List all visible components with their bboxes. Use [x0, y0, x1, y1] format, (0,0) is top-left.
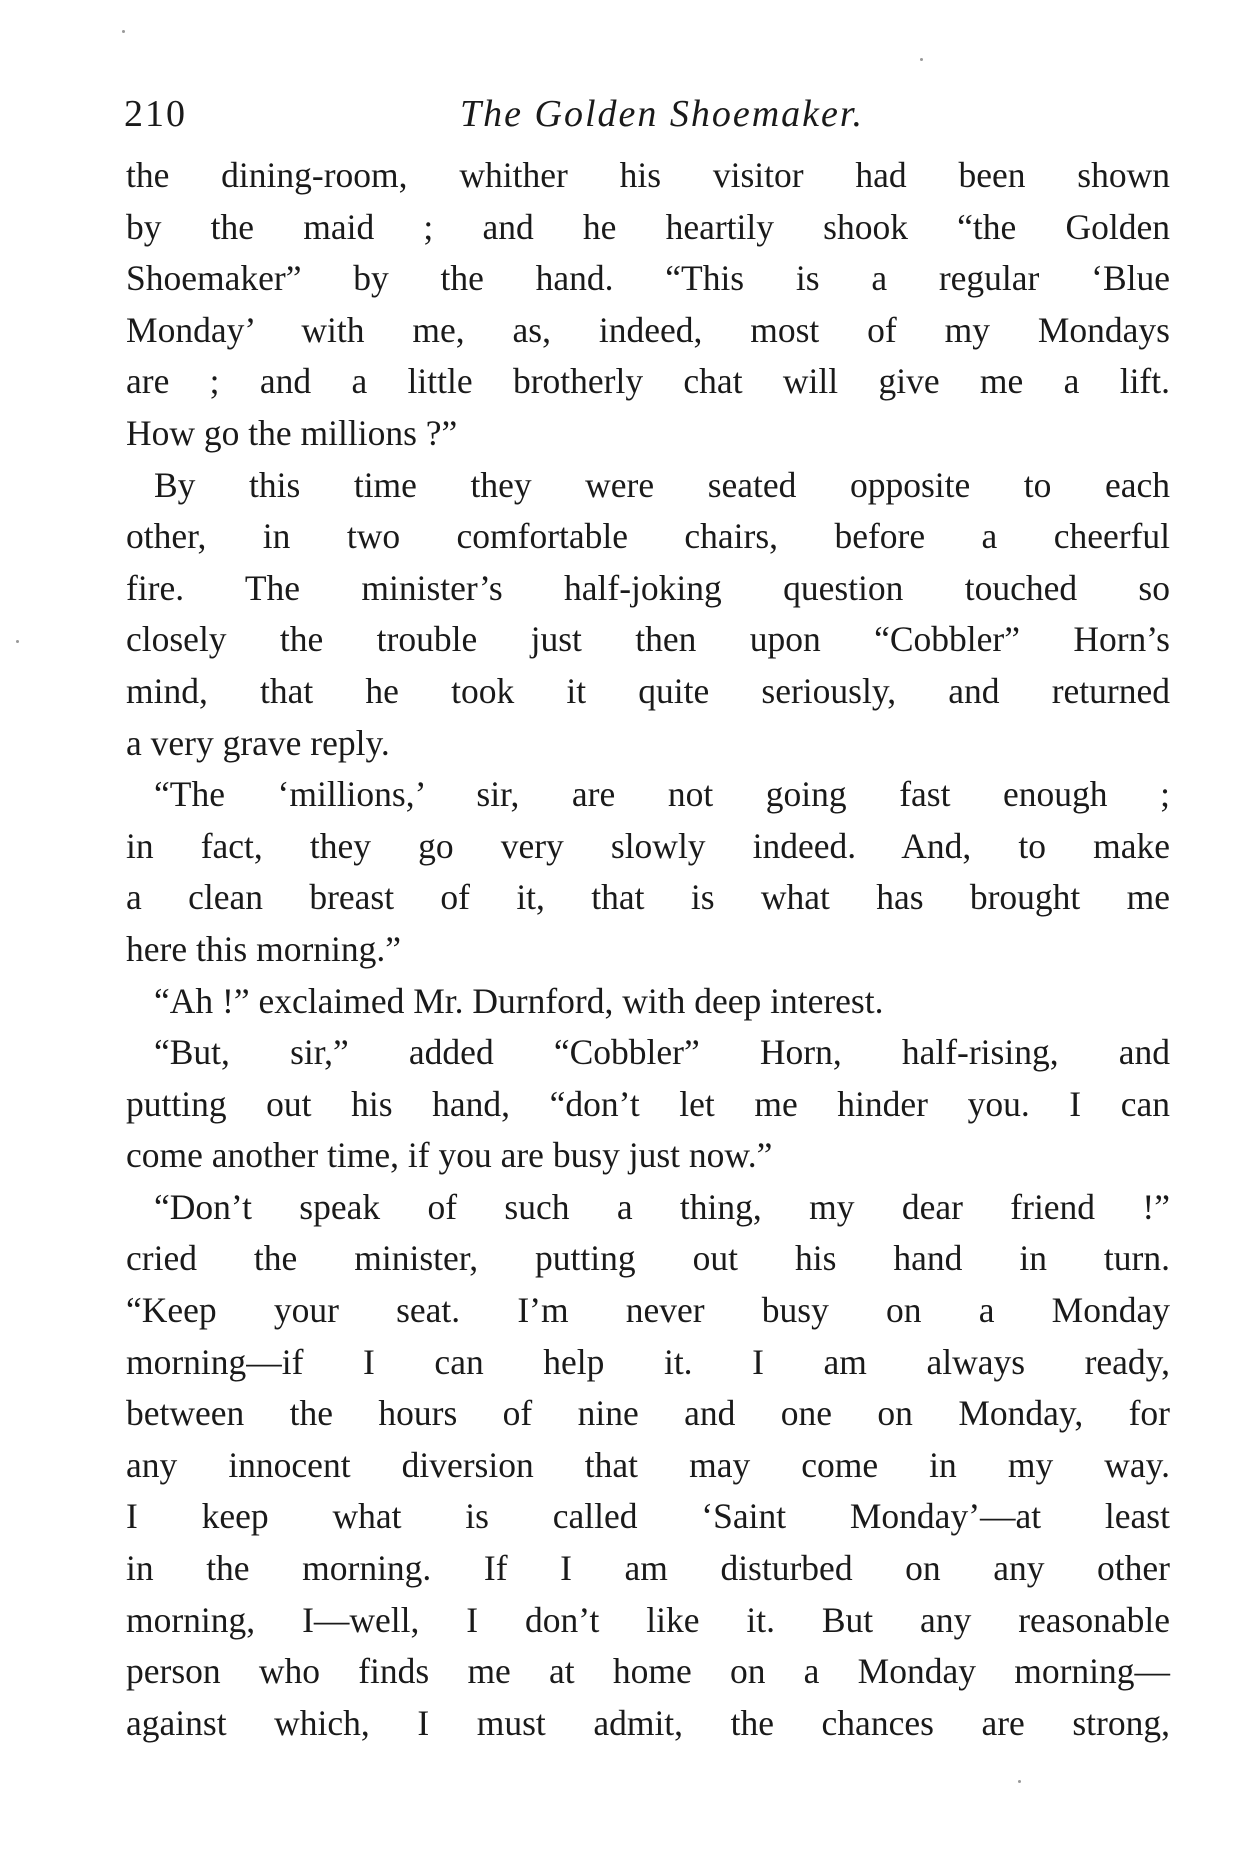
text-line: any innocent diversion that may come in my way.	[126, 1444, 1170, 1485]
text-line: in fact, they go very slowly indeed. And, to make	[126, 825, 1170, 866]
text-line: cried the minister, putting out his hand in turn.	[126, 1238, 1170, 1279]
text-line: against which, I must admit, the chances are strong,	[126, 1702, 1170, 1743]
text-line: between the hours of nine and one on Monday, for	[126, 1393, 1170, 1434]
text-line: “Keep your seat. I’m never busy on a Monday	[126, 1290, 1170, 1331]
text-line: How go the millions ?”	[126, 412, 458, 453]
text-line: mind, that he took it quite seriously, and returned	[126, 670, 1170, 711]
text-line: by the maid ; and he heartily shook “the Golden	[126, 206, 1170, 247]
running-head	[124, 84, 1164, 144]
text-line: other, in two comfortable chairs, before a cheerful	[126, 516, 1170, 557]
text-line: are ; and a little brotherly chat will give me a lift.	[126, 361, 1170, 402]
paper-speck	[920, 58, 923, 61]
text-line: I keep what is called ‘Saint Monday’—at least	[126, 1496, 1170, 1537]
text-line: here this morning.”	[126, 928, 402, 969]
text-line: morning, I—well, I don’t like it. But any reasonable	[126, 1599, 1170, 1640]
paper-speck	[16, 640, 19, 643]
page-number: 210	[124, 93, 187, 135]
text-line: “The ‘millions,’ sir, are not going fast enough ;	[154, 774, 1170, 815]
text-line: closely the trouble just then upon “Cobbler” Horn’s	[126, 619, 1170, 660]
text-line: fire. The minister’s half-joking question touched so	[126, 567, 1170, 608]
running-title: The Golden Shoemaker.	[460, 93, 864, 135]
paper-speck	[122, 30, 125, 33]
text-line: “Ah !” exclaimed Mr. Durnford, with deep interest.	[154, 980, 884, 1021]
body-text	[126, 150, 1170, 1749]
text-line: come another time, if you are busy just now.”	[126, 1135, 773, 1176]
text-line: in the morning. If I am disturbed on any other	[126, 1548, 1170, 1589]
text-line: Shoemaker” by the hand. “This is a regular ‘Blue	[126, 258, 1170, 299]
text-line: person who finds me at home on a Monday morning—	[126, 1651, 1170, 1692]
text-line: morning—if I can help it. I am always ready,	[126, 1341, 1170, 1382]
text-line: the dining-room, whither his visitor had been shown	[126, 155, 1170, 195]
text-line: putting out his hand, “don’t let me hinder you. I can	[126, 1083, 1170, 1124]
text-line: “Don’t speak of such a thing, my dear friend !”	[154, 1186, 1170, 1227]
text-line: a very grave reply.	[126, 722, 390, 763]
text-line: Monday’ with me, as, indeed, most of my Mondays	[126, 309, 1170, 350]
text-line: “But, sir,” added “Cobbler” Horn, half-rising, and	[154, 1032, 1170, 1073]
text-line: By this time they were seated opposite to each	[154, 464, 1170, 505]
text-line: a clean breast of it, that is what has brought me	[126, 877, 1170, 918]
paper-speck	[1018, 1780, 1021, 1783]
